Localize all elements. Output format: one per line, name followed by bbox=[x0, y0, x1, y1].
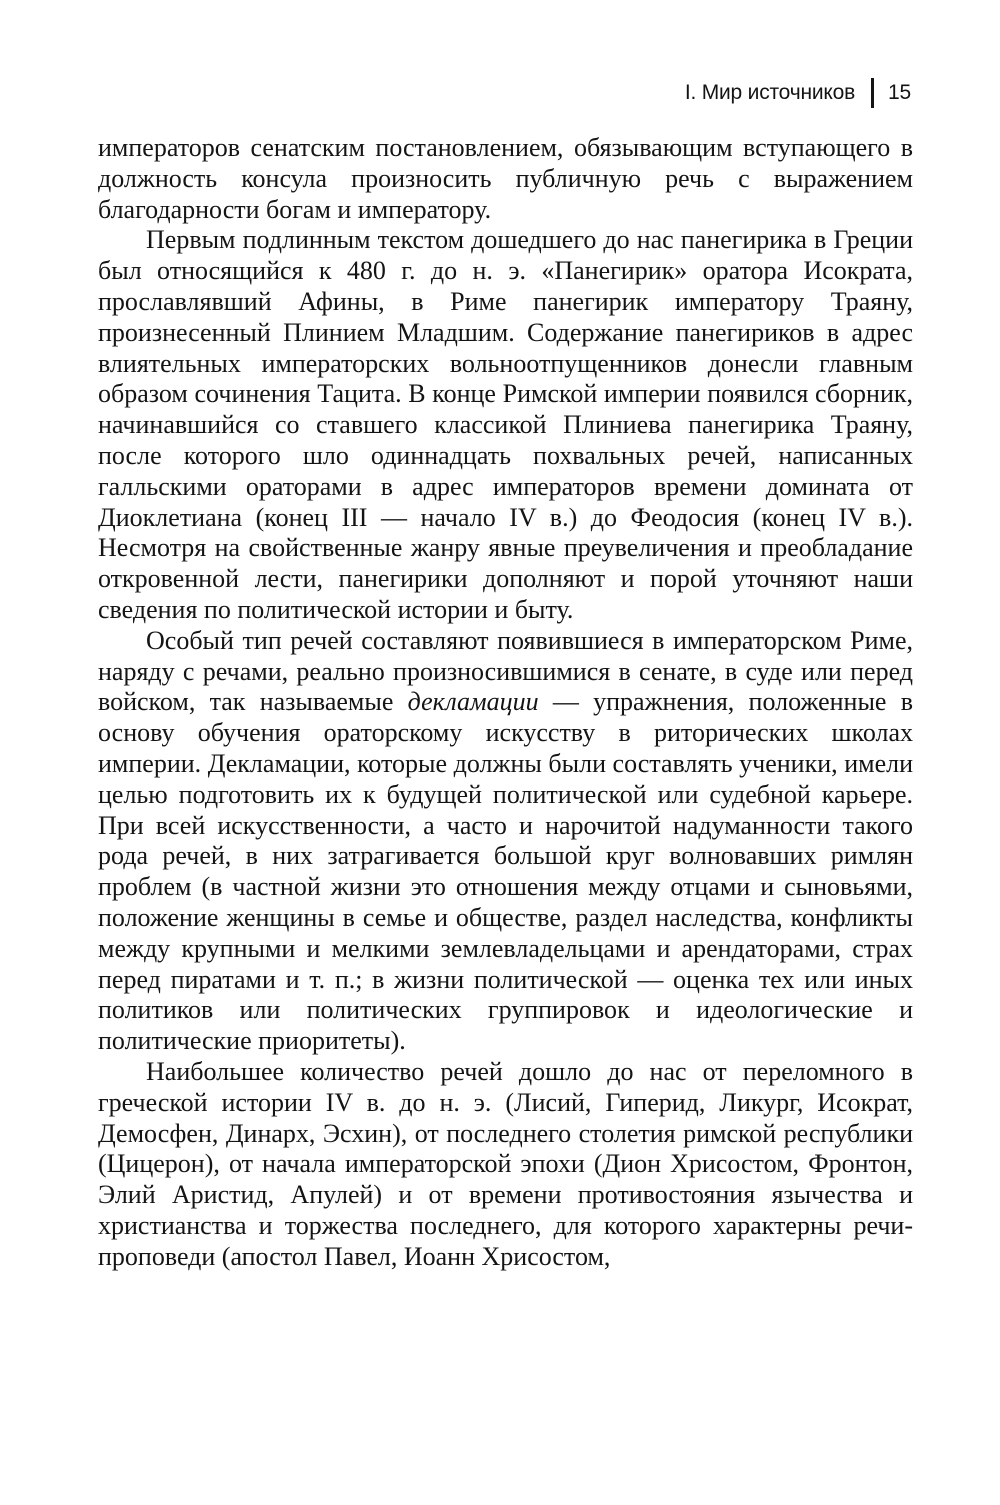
paragraph-surviving-speeches: Наибольшее количество речей дошло до нас от переломного в греческой истории IV в. до н. э. (Лисий, Гиперид, Ликург, Исократ, Демосфен, Динарх, Эсхин), от последнего столетия римской республики (Цицерон), от начала императорской эпохи (Дион Хрисостом, Фронтон, Элий Аристид, Апулей) и от времени противостояния язычества и христианства и торжества последнего, для которого характерны речи-проповеди (апостол Павел, Иоанн Хрисостом, bbox=[98, 1056, 913, 1271]
header-divider bbox=[871, 78, 874, 108]
paragraph-declamations-end: — упражнения, положенные в основу обучения ораторскому искусству в риторических школах империи. Декламации, которые должны были составлять ученики, имели целью подготовить их к будущей политической или судебной карьере. При всей искусственности, а часто и нарочитой надуманности такого рода речей, в них затрагивается большой круг волновавших римлян проблем (в частной жизни это отношения между отцами и сыновьями, положение женщины в семье и обществе, раздел наследства, конфликты между крупными и мелкими землевладельцами и арендаторами, страх перед пиратами и т. п.; в жизни политической — оценка тех или иных политиков или политических группировок и идеологические и политические приоритеты). bbox=[98, 687, 913, 1056]
section-title: I. Мир источников bbox=[684, 81, 856, 104]
paragraph-panegyrics: Первым подлинным текстом дошедшего до нас панегирика в Греции был относящийся к 480 г. до н. э. «Панегирик» оратора Исократа, прославлявший Афины, в Риме панегирик императору Траяну, произнесенный Плинием Младшим. Содержание панегириков в адрес влиятельных императорских вольноотпущенников донесли главным образом сочинения Тацита. В конце Римской империи появился сборник, начинавшийся со ставшего классикой Плиниева панегирика Траяну, после которого шло одиннадцать похвальных речей, написанных галльскими ораторами в адрес императоров времени домината от Диоклетиана (конец III — начало IV в.) до Феодосия (конец IV в.). Несмотря на свойственные жанру явные преувеличения и преобладание откровенной лести, панегирики дополняют и порой уточняют наши сведения по политической истории и быту. bbox=[98, 225, 913, 624]
paragraph-declamations-start: Особый тип речей составляют появившиеся в императорском Риме, наряду с речами, реально произносившимися в сенате, в суде или перед войском, так называемые bbox=[98, 625, 913, 717]
running-header bbox=[685, 78, 911, 108]
paragraph-continuation: императоров сенатским постановлением, обязывающим вступающего в должность консула произносить публичную речь с выражением благодарности богам и императору. bbox=[98, 133, 913, 224]
paragraph-declamations bbox=[98, 626, 913, 1057]
term-declamations: декламации bbox=[407, 687, 539, 717]
page-body bbox=[98, 133, 913, 1272]
page-number: 15 bbox=[888, 81, 911, 104]
